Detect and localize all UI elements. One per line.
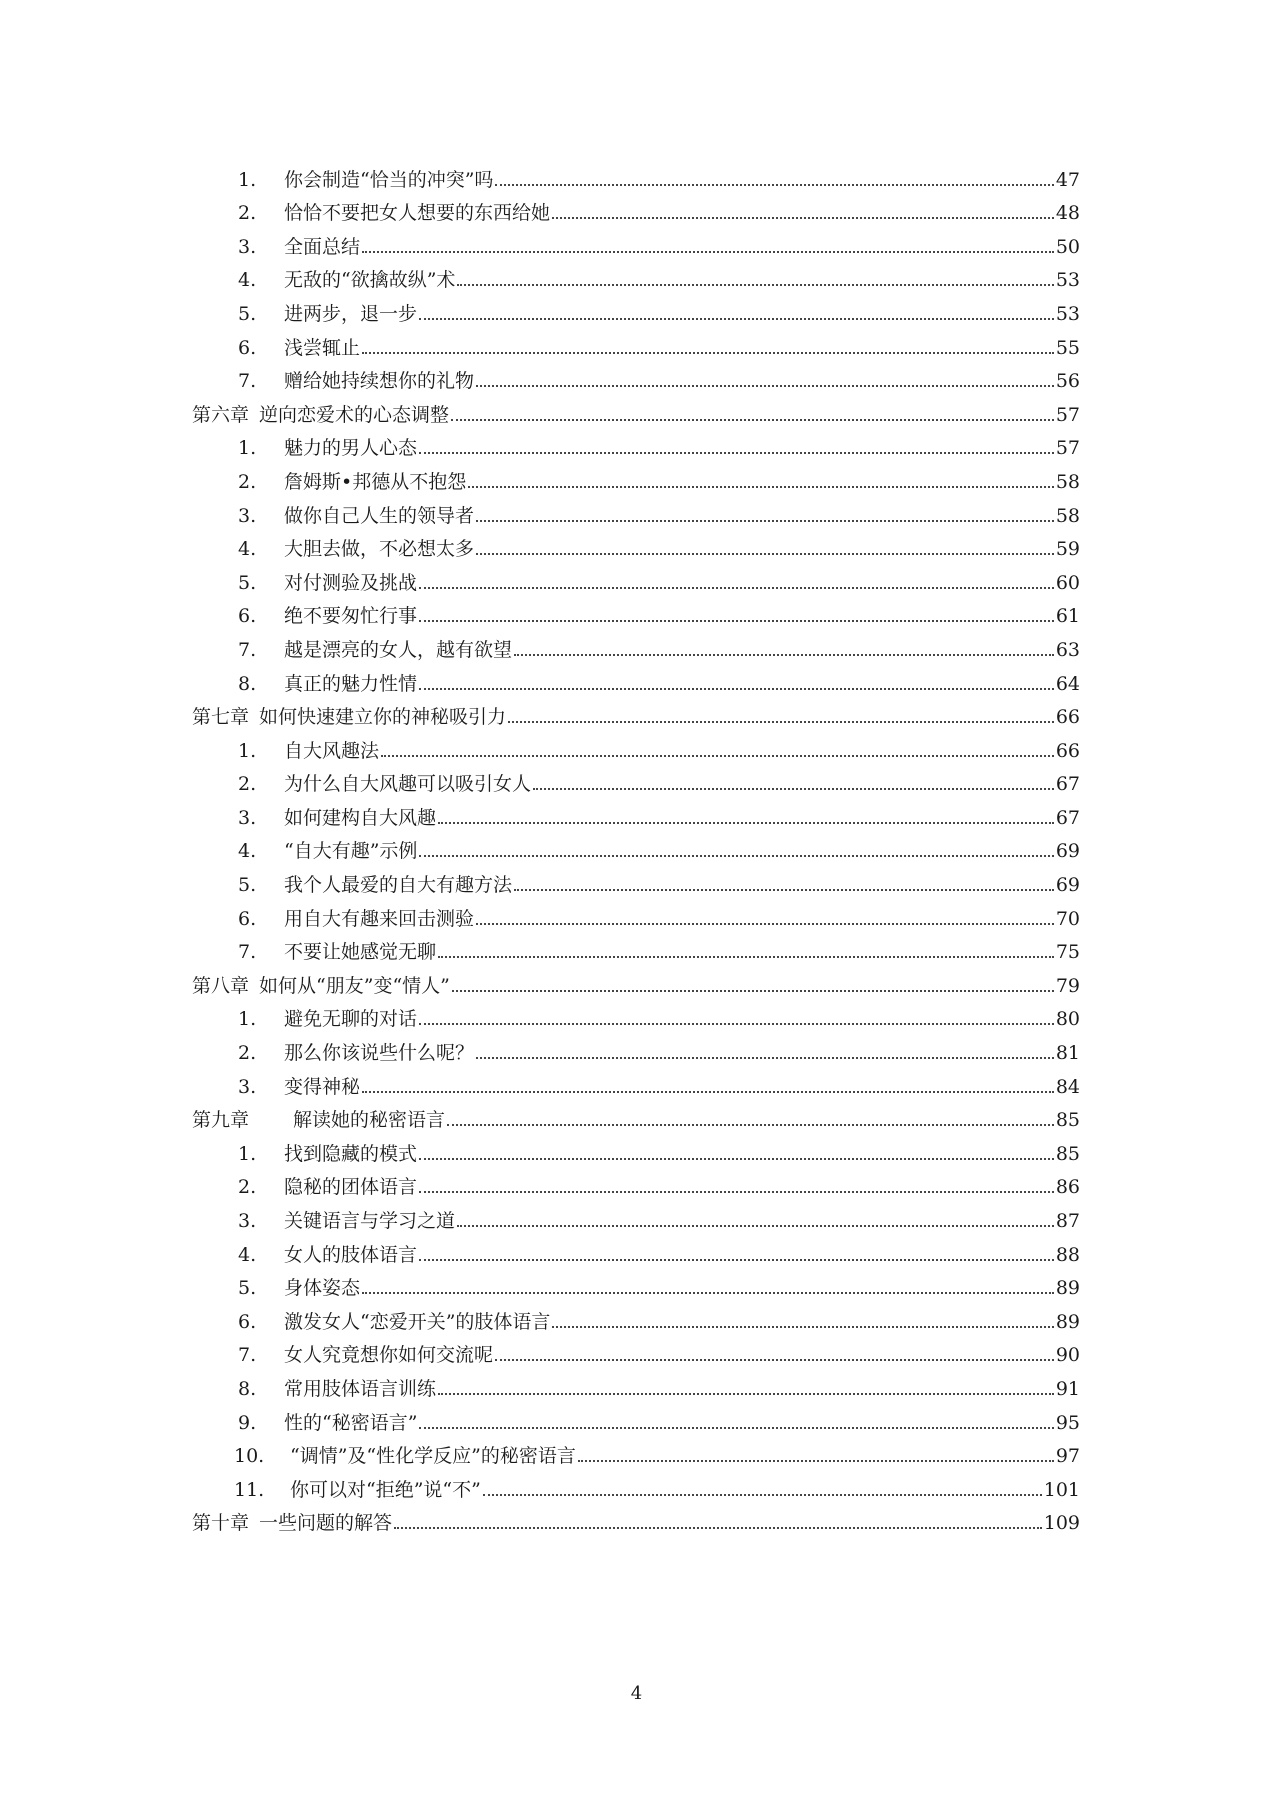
entry-number: 1. [238, 437, 257, 460]
entry-title: 赠给她持续想你的礼物 [284, 370, 475, 393]
entry-number: 7. [238, 941, 257, 964]
entry-page-number: 79 [1055, 974, 1080, 997]
toc-chapter-entry[interactable] [192, 962, 1080, 996]
entry-number: 5. [238, 874, 257, 897]
toc-section-entry[interactable] [192, 324, 1080, 358]
dot-leader [362, 1091, 1054, 1093]
dot-leader [419, 318, 1054, 320]
dot-leader [419, 1427, 1053, 1429]
entry-number: 10. [234, 1445, 265, 1468]
entry-number: 9. [238, 1411, 257, 1434]
entry-title: 常用肢体语言训练 [284, 1377, 437, 1400]
entry-number: 2. [238, 470, 257, 493]
entry-number: 7. [238, 638, 257, 661]
entry-page-number: 53 [1055, 302, 1080, 325]
dot-leader [419, 1191, 1054, 1193]
entry-title: 女人的肢体语言 [284, 1243, 418, 1266]
toc-section-entry[interactable] [192, 727, 1080, 761]
entry-page-number: 95 [1055, 1411, 1080, 1434]
entry-title: 真正的魅力性情 [284, 672, 418, 695]
toc-section-entry[interactable] [192, 1063, 1080, 1097]
dot-leader [362, 352, 1054, 354]
entry-title: 女人究竟想你如何交流呢 [284, 1344, 494, 1367]
dot-leader [495, 184, 1053, 186]
dot-leader [438, 822, 1054, 824]
toc-section-entry[interactable] [192, 358, 1080, 392]
entry-number: 6. [238, 605, 257, 628]
entry-page-number: 66 [1055, 739, 1080, 762]
entry-title: 避免无聊的对话 [284, 1008, 418, 1031]
entry-title: 浅尝辄止 [284, 336, 361, 359]
toc-section-entry[interactable] [192, 1332, 1080, 1366]
toc-section-entry[interactable] [192, 626, 1080, 660]
entry-page-number: 97 [1055, 1445, 1080, 1468]
entry-page-number: 81 [1055, 1042, 1080, 1065]
dot-leader [362, 1292, 1054, 1294]
dot-leader [419, 587, 1054, 589]
entry-title: 进两步，退一步 [284, 302, 418, 325]
entry-number: 4. [238, 1243, 257, 1266]
entry-page-number: 90 [1055, 1344, 1080, 1367]
entry-title: 全面总结 [284, 235, 361, 258]
entry-page-number: 58 [1055, 504, 1080, 527]
entry-title: 用自大有趣来回击测验 [284, 907, 475, 930]
dot-leader [419, 620, 1054, 622]
toc-section-entry[interactable] [192, 996, 1080, 1030]
entry-number: 第九章 [192, 1109, 250, 1132]
entry-page-number: 85 [1055, 1142, 1080, 1165]
entry-page-number: 67 [1055, 773, 1080, 796]
entry-number: 1. [238, 168, 257, 191]
toc-section-entry[interactable] [192, 794, 1080, 828]
dot-leader [468, 486, 1054, 488]
entry-number: 4. [238, 840, 257, 863]
toc-section-entry[interactable] [192, 1298, 1080, 1332]
toc-section-entry[interactable] [192, 425, 1080, 459]
toc-section-entry[interactable] [192, 1265, 1080, 1299]
dot-leader [419, 1023, 1054, 1025]
entry-number: 1. [238, 1142, 257, 1165]
page-number: 4 [630, 1683, 643, 1704]
dot-leader [552, 1326, 1053, 1328]
entry-number: 7. [238, 370, 257, 393]
entry-page-number: 63 [1055, 638, 1080, 661]
entry-number: 8. [238, 672, 257, 695]
dot-leader [447, 1124, 1054, 1126]
dot-leader [514, 889, 1054, 891]
entry-page-number: 88 [1055, 1243, 1080, 1266]
entry-page-number: 69 [1055, 840, 1080, 863]
entry-title: 做你自己人生的领导者 [284, 504, 475, 527]
entry-number: 1. [238, 1008, 257, 1031]
entry-number: 6. [238, 336, 257, 359]
entry-number: 2. [238, 1176, 257, 1199]
entry-number: 2. [238, 773, 257, 796]
entry-page-number: 101 [1043, 1478, 1080, 1501]
dot-leader [394, 1527, 1042, 1529]
dot-leader [438, 956, 1054, 958]
dot-leader [483, 1494, 1042, 1496]
toc-chapter-entry[interactable] [192, 391, 1080, 425]
dot-leader [514, 654, 1054, 656]
entry-title: 你会制造“恰当的冲突”吗 [284, 168, 494, 191]
dot-leader [451, 419, 1054, 421]
entry-page-number: 55 [1055, 336, 1080, 359]
entry-number: 第八章 [192, 974, 250, 997]
dot-leader [419, 452, 1054, 454]
toc-chapter-entry[interactable] [192, 694, 1080, 728]
entry-page-number: 53 [1055, 269, 1080, 292]
entry-number: 3. [238, 504, 257, 527]
entry-title: 恰恰不要把女人想要的东西给她 [284, 202, 551, 225]
entry-page-number: 70 [1055, 907, 1080, 930]
entry-title: 不要让她感觉无聊 [284, 941, 437, 964]
entry-page-number: 56 [1055, 370, 1080, 393]
entry-title: 大胆去做，不必想太多 [284, 538, 475, 561]
toc-section-entry[interactable] [192, 1130, 1080, 1164]
toc-chapter-entry[interactable] [192, 1097, 1080, 1131]
entry-title: 我个人最爱的自大有趣方法 [284, 874, 513, 897]
toc-section-entry[interactable] [192, 1029, 1080, 1063]
toc-section-entry[interactable] [192, 1365, 1080, 1399]
entry-number: 3. [238, 235, 257, 258]
entry-title: 逆向恋爱术的心态调整 [259, 403, 450, 426]
entry-page-number: 109 [1043, 1512, 1080, 1535]
entry-number: 第十章 [192, 1512, 250, 1535]
entry-title: 隐秘的团体语言 [284, 1176, 418, 1199]
entry-title: 自大风趣法 [284, 739, 380, 762]
entry-page-number: 57 [1055, 403, 1080, 426]
dot-leader [419, 1158, 1054, 1160]
entry-title: 绝不要匆忙行事 [284, 605, 418, 628]
dot-leader [452, 990, 1054, 992]
entry-number: 3. [238, 1210, 257, 1232]
dot-leader [457, 284, 1053, 286]
toc-section-entry[interactable] [192, 1466, 1080, 1500]
dot-leader [381, 755, 1054, 757]
toc-section-entry[interactable] [192, 1164, 1080, 1198]
toc-section-entry[interactable] [192, 559, 1080, 593]
toc-section-entry[interactable] [192, 1231, 1080, 1265]
entry-page-number: 64 [1055, 672, 1080, 695]
entry-page-number: 59 [1055, 538, 1080, 561]
entry-page-number: 57 [1055, 437, 1080, 460]
entry-title: 如何从“朋友”变“情人” [259, 974, 450, 997]
entry-number: 6. [238, 907, 257, 930]
dot-leader [419, 1259, 1054, 1261]
toc-section-entry[interactable] [192, 1399, 1080, 1433]
entry-title: 解读她的秘密语言 [293, 1109, 446, 1132]
entry-title: “调情”及“性化学反应”的秘密语言 [290, 1445, 576, 1468]
entry-title: 性的“秘密语言” [284, 1411, 418, 1434]
entry-page-number: 48 [1055, 202, 1080, 225]
entry-title: 你可以对“拒绝”说“不” [290, 1478, 481, 1501]
entry-number: 7. [238, 1344, 257, 1367]
entry-page-number: 58 [1055, 470, 1080, 493]
entry-title: 詹姆斯•邦德从不抱怨 [284, 470, 467, 493]
toc-section-entry[interactable] [192, 660, 1080, 694]
entry-page-number: 89 [1055, 1277, 1080, 1300]
dot-leader [476, 520, 1054, 522]
entry-title: 变得神秘 [284, 1075, 361, 1098]
toc-section-entry[interactable] [192, 458, 1080, 492]
toc-section-entry[interactable] [192, 223, 1080, 257]
entry-page-number: 84 [1055, 1075, 1080, 1098]
toc-section-entry[interactable] [192, 828, 1080, 862]
entry-title: 那么你该说些什么呢？ [284, 1042, 475, 1065]
entry-page-number: 86 [1055, 1176, 1080, 1199]
entry-title: 如何快速建立你的神秘吸引力 [259, 706, 507, 729]
table-of-contents [192, 156, 1080, 1533]
entry-title: 为什么自大风趣可以吸引女人 [284, 773, 532, 796]
entry-number: 2. [238, 202, 257, 225]
entry-number: 4. [238, 538, 257, 561]
toc-section-entry[interactable] [192, 1197, 1080, 1231]
dot-leader [457, 1225, 1054, 1227]
entry-title: 越是漂亮的女人，越有欲望 [284, 638, 513, 661]
dot-leader [495, 1359, 1054, 1361]
toc-section-entry[interactable] [192, 526, 1080, 560]
entry-page-number: 91 [1055, 1377, 1080, 1400]
entry-page-number: 47 [1055, 168, 1080, 191]
entry-page-number: 80 [1055, 1008, 1080, 1031]
toc-section-entry[interactable] [192, 290, 1080, 324]
dot-leader [476, 923, 1054, 925]
dot-leader [578, 1460, 1054, 1462]
entry-number: 8. [238, 1377, 257, 1400]
toc-section-entry[interactable] [192, 929, 1080, 963]
dot-leader [419, 688, 1054, 690]
dot-leader [552, 217, 1054, 219]
entry-page-number: 61 [1055, 605, 1080, 628]
entry-number: 5. [238, 302, 257, 325]
toc-section-entry[interactable] [192, 895, 1080, 929]
entry-number: 第六章 [192, 403, 250, 426]
entry-number: 第七章 [192, 706, 250, 729]
toc-section-entry[interactable] [192, 190, 1080, 224]
entry-number: 5. [238, 1277, 257, 1300]
toc-section-entry[interactable] [192, 156, 1080, 190]
dot-leader [533, 788, 1054, 790]
entry-page-number: 87 [1055, 1210, 1080, 1232]
dot-leader [438, 1393, 1054, 1395]
entry-title: 一些问题的解答 [259, 1512, 393, 1535]
entry-number: 3. [238, 1075, 257, 1098]
entry-title: 身体姿态 [284, 1277, 361, 1300]
toc-section-entry[interactable] [192, 761, 1080, 795]
entry-page-number: 69 [1055, 874, 1080, 897]
toc-chapter-entry[interactable] [192, 1500, 1080, 1534]
dot-leader [419, 855, 1053, 857]
entry-number: 5. [238, 571, 257, 594]
entry-number: 2. [238, 1042, 257, 1065]
entry-page-number: 75 [1055, 941, 1080, 964]
dot-leader [476, 385, 1054, 387]
entry-page-number: 50 [1055, 235, 1080, 258]
entry-title: 无敌的“欲擒故纵”术 [284, 269, 456, 292]
entry-number: 4. [238, 269, 257, 292]
entry-page-number: 67 [1055, 806, 1080, 829]
entry-title: 找到隐藏的模式 [284, 1142, 418, 1165]
entry-title: 激发女人“恋爱开关”的肢体语言 [284, 1310, 551, 1333]
dot-leader [476, 1057, 1054, 1059]
entry-number: 1. [238, 739, 257, 762]
dot-leader [508, 721, 1054, 723]
entry-title: “自大有趣”示例 [284, 840, 418, 863]
entry-title: 如何建构自大风趣 [284, 806, 437, 829]
toc-section-entry[interactable] [192, 861, 1080, 895]
entry-page-number: 85 [1055, 1109, 1080, 1132]
entry-number: 11. [234, 1478, 265, 1501]
toc-section-entry[interactable] [192, 1433, 1080, 1467]
entry-number: 6. [238, 1310, 257, 1333]
entry-title: 对付测验及挑战 [284, 571, 418, 594]
toc-section-entry[interactable] [192, 257, 1080, 291]
toc-section-entry[interactable] [192, 492, 1080, 526]
dot-leader [362, 251, 1054, 253]
toc-section-entry[interactable] [192, 593, 1080, 627]
dot-leader [476, 553, 1054, 555]
entry-page-number: 66 [1055, 706, 1080, 729]
entry-page-number: 89 [1055, 1310, 1080, 1333]
entry-title: 魅力的男人心态 [284, 437, 418, 460]
entry-number: 3. [238, 806, 257, 829]
entry-title: 关键语言与学习之道 [284, 1210, 456, 1232]
entry-page-number: 60 [1055, 571, 1080, 594]
